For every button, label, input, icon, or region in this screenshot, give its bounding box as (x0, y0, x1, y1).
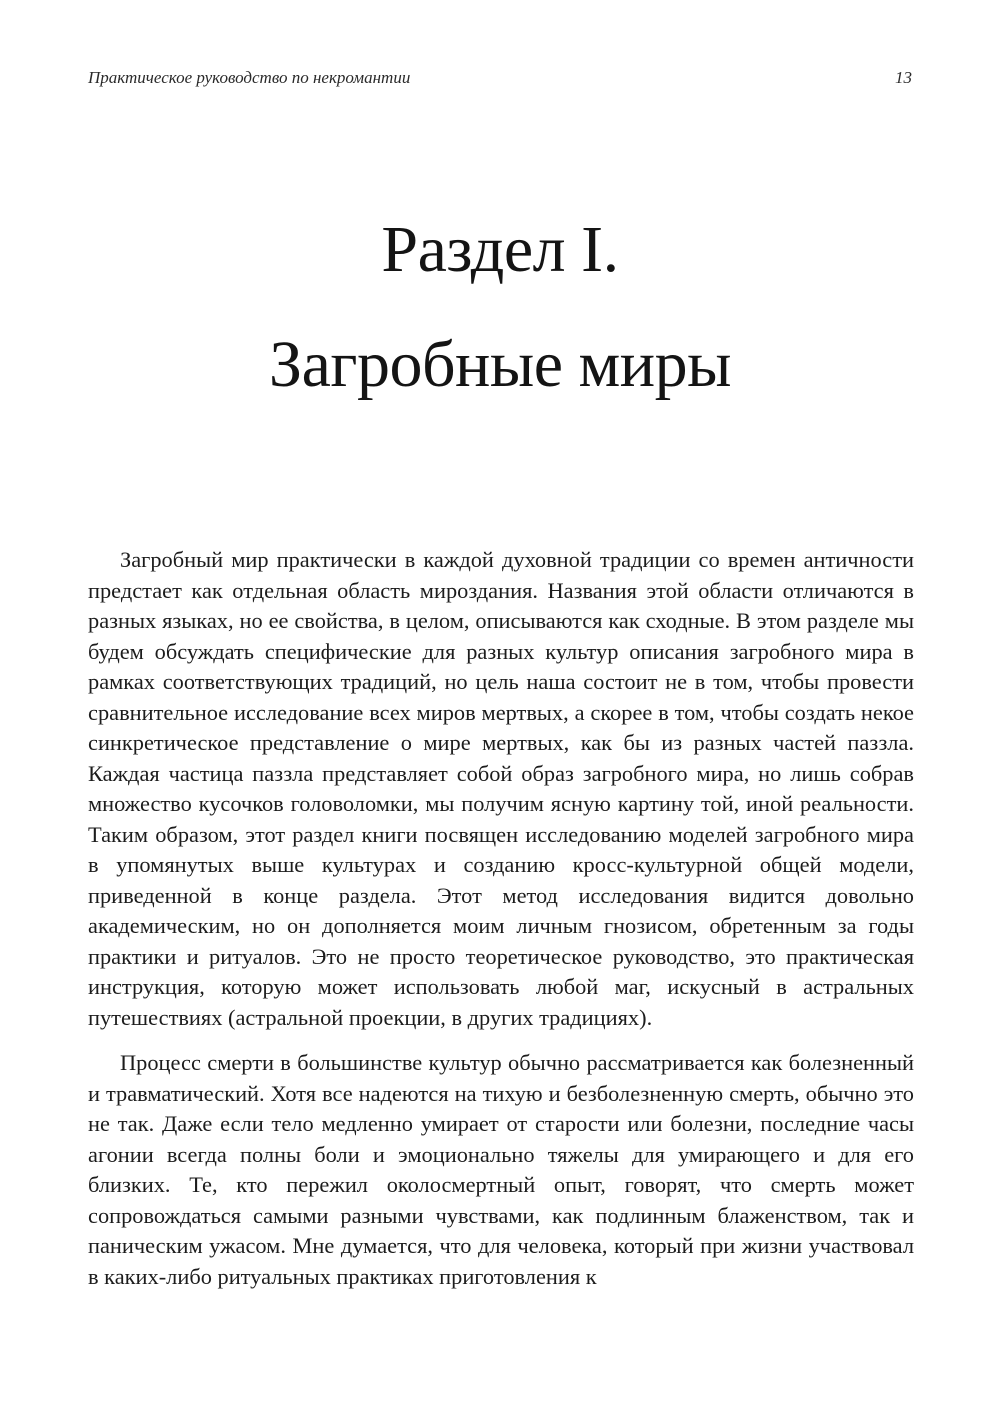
section-title: Загробные миры (269, 328, 731, 401)
body-text (88, 545, 914, 1292)
paragraph: Процесс смерти в большинстве культур обычно рассматривается как болезненный и травматический. Хотя все надеются на тихую и безболезненную смерть, обычно это не так. Даже если тело медленно умирает от старости или болезни, последние часы агонии всегда полны боли и эмоционально тяжелы для умирающего и для его близких. Те, кто пережил околосмертный опыт, говорят, что смерть может сопровождаться самыми разными чувствами, как подлинным блаженством, так и паническим ужасом. Мне думается, что для человека, который при жизни участвовал в каких-либо ритуальных практиках приготовления к (88, 1050, 914, 1289)
running-head-title: Практическое руководство по некромантии (88, 68, 411, 87)
running-head (88, 68, 912, 96)
section-label: Раздел I. (381, 213, 619, 286)
page-number: 13 (895, 68, 912, 87)
paragraph: Загробный мир практически в каждой духовной традиции со времен античности предстает как отдельная область мироздания. Названия этой области отличаются в разных языках, но ее свойства, в целом, описываются как сходные. В этом разделе мы будем обсуждать специфические для разных культур описания загробного мира в рамках соответствующих традиций, но цель наша состоит не в том, чтобы провести сравнительное исследование всех миров мертвых, а скорее в том, чтобы создать некое синкретическое представление о мире мертвых, как бы из разных частей паззла. Каждая частица паззла представляет собой образ загробного мира, но лишь собрав множество кусочков головоломки, мы получим ясную картину той, иной реальности. Таким образом, этот раздел книги посвящен исследованию моделей загробного мира в упомянутых выше культурах и созданию кросс-культурной общей модели, приведенной в конце раздела. Этот метод исследования видится довольно академическим, но он дополняется моим личным гнозисом, обретенным за годы практики и ритуалов. Это не просто теоретическое руководство, это практическая инструкция, которую может использовать любой маг, искусный в астральных путешествиях (астральной проекции, в других традициях). (88, 547, 914, 1030)
